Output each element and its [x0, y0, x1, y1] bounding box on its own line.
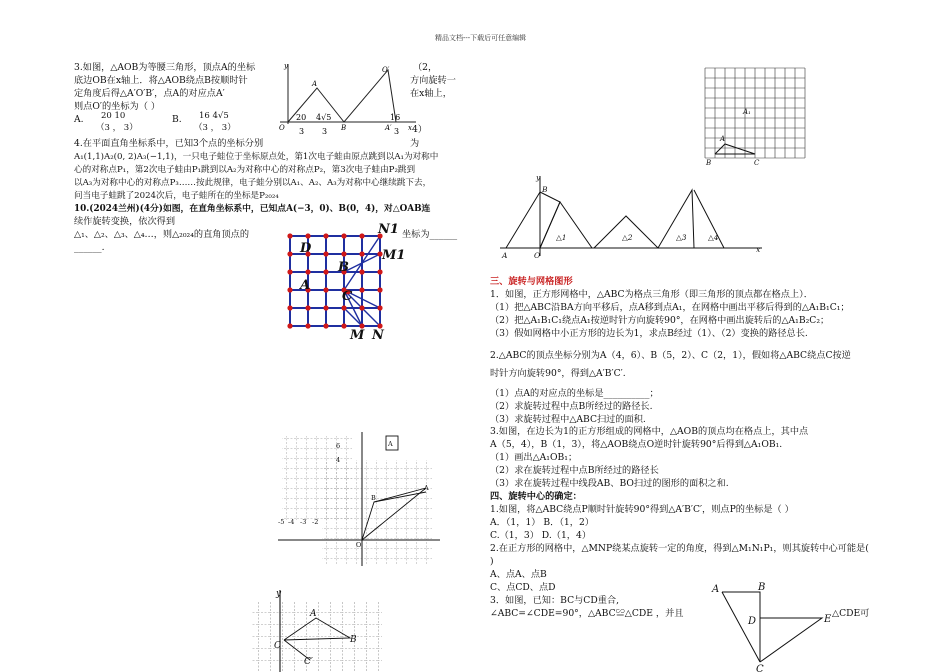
p2-sub-1: （1）点A的对应点的坐标是__________；: [490, 388, 659, 399]
label-d: D: [300, 241, 312, 256]
q4-line-1: 4.在平面直角坐标系中，已知3个点的坐标分别: [74, 138, 264, 149]
p4-line-7: C、点CD、点D: [490, 582, 556, 593]
cde-label-d: D: [748, 616, 757, 627]
label-a-prime: A′: [385, 124, 392, 132]
label-a: A: [312, 80, 318, 88]
p4-line-2: A．（1，1） B．（1，2）: [490, 517, 594, 528]
p1-line-1: 1．如图，正方形网格中，△ABC为格点三角形（即三角形的顶点都在格点上）．: [490, 289, 813, 300]
coord-label-b: B: [371, 494, 376, 502]
label-b2: B: [338, 260, 349, 275]
coord-label-4: 4: [336, 456, 341, 464]
q3-line-3: 定角度后得△A′O′B′，点A的对应点A′: [74, 88, 225, 99]
label-y: y: [284, 62, 288, 70]
label-m: M: [350, 328, 365, 343]
label-o: O: [279, 124, 285, 132]
coord-label-m5: -5: [278, 518, 285, 526]
tri-label-1: △1: [556, 233, 567, 242]
q3-right-3: 在x轴上，: [410, 88, 452, 99]
p3-line-5: （3）求在旋转过程中线段AB、BO扫过的图形的面积之和.: [490, 478, 729, 489]
label-x: x: [408, 124, 412, 132]
page-header: 精品文档---下载后可任意编辑: [435, 34, 527, 42]
q10-right: 坐标为______: [402, 229, 458, 240]
coord-grid-figure: [276, 428, 446, 568]
q3-option-b-den: （3 ， 3）: [194, 123, 236, 133]
label-m1: M1: [382, 248, 406, 263]
section-3-title: 三、旋转与网格图形: [490, 276, 573, 287]
q10-line-2: 续作旋转变换，依次得到: [74, 216, 176, 227]
small-label-c-prime: C′: [304, 657, 313, 667]
q3-line-4: 则点O′的坐标为（ ）: [74, 101, 161, 112]
p4-line-3: C.（1，3） D.（1，4）: [490, 530, 592, 541]
label-b: B: [341, 124, 347, 132]
tri-label-x: x: [756, 245, 761, 254]
coord-label-m3: -3: [300, 518, 307, 526]
coord-label-a: A: [424, 484, 429, 492]
q3-option-b-num: 16 4√5: [199, 111, 229, 121]
q10-line-3: △₁、△₂、△₃、△₄…，则△₂₀₂₄的直角顶点的: [74, 229, 250, 240]
tick-4r5: 4√5: [316, 113, 332, 122]
q3-option-a-den: （3 ， 3）: [96, 123, 138, 133]
tri-label-2: △2: [622, 233, 633, 242]
tick-20: 20: [296, 113, 307, 122]
p2-sub-3: （3）求旋转过程中△ABC扫过的面积.: [490, 414, 646, 425]
q3-line-2: 底边OB在x轴上．将△AOB绕点B按顺时针: [74, 75, 248, 86]
q3-option-a-num: 20 10: [101, 111, 126, 121]
tick-3a: 3: [299, 127, 305, 136]
grid-figure-1: [703, 66, 807, 166]
q10-line-1: 10.(2024兰州)(4分)如图，在直角坐标系中，已知点A(−3，0)、B(0，4)，对△OAB连: [74, 204, 431, 214]
q4-right: 为: [410, 138, 420, 149]
tick-3c: 3: [394, 127, 400, 136]
q4-line-4: 以A₃为对称中心的对称点P₃……按此规律，电子蛙分别以A₁、A₂、A₃为对称中心继续跳下去，: [74, 178, 432, 188]
q4-line-5: 问当电子蛙跳了2024次后，电子蛙所在的坐标是P₂₀₂₄: [74, 191, 279, 201]
triangle-sequence-figure: [498, 172, 768, 262]
label-n: N: [372, 328, 384, 343]
grid1-label-a: A: [720, 135, 726, 143]
cde-label-a: A: [712, 584, 720, 595]
p1-line-4: （3）假如网格中小正方形的边长为1，求点B经过（1）、（2）变换的路径总长.: [490, 328, 808, 339]
q10-blank: ______.: [74, 242, 105, 253]
tri-label-o: O: [534, 251, 541, 260]
small-grid-figure: [246, 588, 386, 672]
p4-line-6: A、点A、点B: [490, 569, 547, 580]
p3-line-4: （2）求在旋转过程中点B所经过的路径长: [490, 465, 659, 476]
tri-label-a: A: [502, 251, 508, 260]
q3-figure: [270, 58, 420, 136]
tri-label-b: B: [542, 185, 548, 194]
q3-option-a: A.: [74, 114, 84, 125]
p4-line-4: 2.在正方形的网格中，△MNP绕某点旋转一定的角度，得到△M₁N₁P₁，则其旋转中心可能是(: [490, 543, 869, 554]
q4-line-2: A₁(1,1)A₂(0, 2)A₃(−1,1)，一只电子蛙位于坐标原点处，第1次电子蛙由原点跳到以A₁为对称中: [74, 152, 439, 162]
p2-line-1: 2.△ABC的顶点坐标分别为A（4，6）、B（5，2）、C（2，1），假如将△ABC绕点C按逆: [490, 350, 851, 361]
small-label-y: y: [276, 589, 282, 599]
grid1-label-a1: A₁: [743, 108, 751, 116]
q3-option-b: B.: [172, 114, 182, 125]
q3-line-1: 3.如图，△AOB为等腰三角形，顶点A的坐标: [74, 62, 256, 73]
coord-label-m2: -2: [312, 518, 319, 526]
coord-label-m4: -4: [288, 518, 295, 526]
p4-line-9: ∠ABC=∠CDE=90°，△ABC≌△CDE ，并且: [490, 608, 684, 619]
q3-right-1: （2，: [413, 62, 438, 73]
q3-right-2: 方向旋转一: [410, 75, 456, 86]
p4-line-5: ): [490, 556, 494, 567]
tick-3b: 3: [322, 127, 328, 136]
label-c2: C: [342, 289, 353, 304]
p4-line-1: 1.如图，将△ABC绕点P顺时针旋转90°得到△A′B′C′，则点P的坐标是（ ）: [490, 504, 794, 515]
p2-sub-2: （2）求旋转过程中点B所经过的路径长.: [490, 401, 653, 412]
q10-grid-figure: [286, 222, 406, 343]
label-n1: N1: [378, 222, 399, 237]
cde-label-e: E: [824, 614, 832, 625]
small-label-c: C: [274, 641, 281, 651]
tri-label-4: △4: [708, 233, 719, 242]
coord-label-a-box: A: [388, 440, 393, 448]
q4-line-3: 心的对称点P₁，第2次电子蛙由P₁跳到以A₂为对称中心的对称点P₂，第3次电子蛙由P₂跳到: [74, 165, 416, 175]
tri-label-y: y: [536, 173, 541, 182]
p3-line-1: 3.如图，在边长为1的正方形组成的网格中，△AOB的顶点均在格点上，其中点: [490, 426, 809, 437]
p4-line-8: 3．如图，已知：BC与CD重合,: [490, 595, 619, 606]
coord-label-o: O: [356, 541, 362, 549]
q3-tail: 4）: [412, 124, 428, 135]
p1-line-2: （1）把△ABC沿BA方向平移后，点A移到点A₁，在网格中画出平移后得到的△A₁B₁C₁；: [490, 302, 850, 313]
p3-line-2: A（5，4），B（1，3），将△AOB绕点O逆时针旋转90°后得到△A₁OB₁.: [490, 439, 783, 450]
grid1-label-b: B: [706, 159, 712, 167]
cde-label-c: C: [756, 664, 764, 672]
label-o-prime: O′: [382, 66, 390, 74]
tri-label-3: △3: [676, 233, 687, 242]
p4-tail: △CDE可: [832, 608, 870, 619]
grid1-label-c: C: [754, 159, 760, 167]
section-4-title: 四、旋转中心的确定：: [490, 491, 582, 502]
p2-line-2: 时针方向旋转90°，得到△A′B′C′.: [490, 368, 626, 379]
small-label-a: A: [310, 609, 317, 619]
p3-line-3: （1）画出△A₁OB₁；: [490, 452, 578, 463]
coord-label-6: 6: [336, 442, 341, 450]
tick-16: 16: [390, 113, 401, 122]
small-label-b: B: [350, 635, 357, 645]
cde-figure: [710, 580, 840, 672]
cde-label-b: B: [758, 582, 766, 593]
p1-line-3: （2）把△A₁B₁C₁绕点A₁按逆时针方向旋转90°，在网格中画出旋转后的△A₁B₂C₂；: [490, 315, 830, 326]
label-a2: A: [300, 278, 311, 293]
